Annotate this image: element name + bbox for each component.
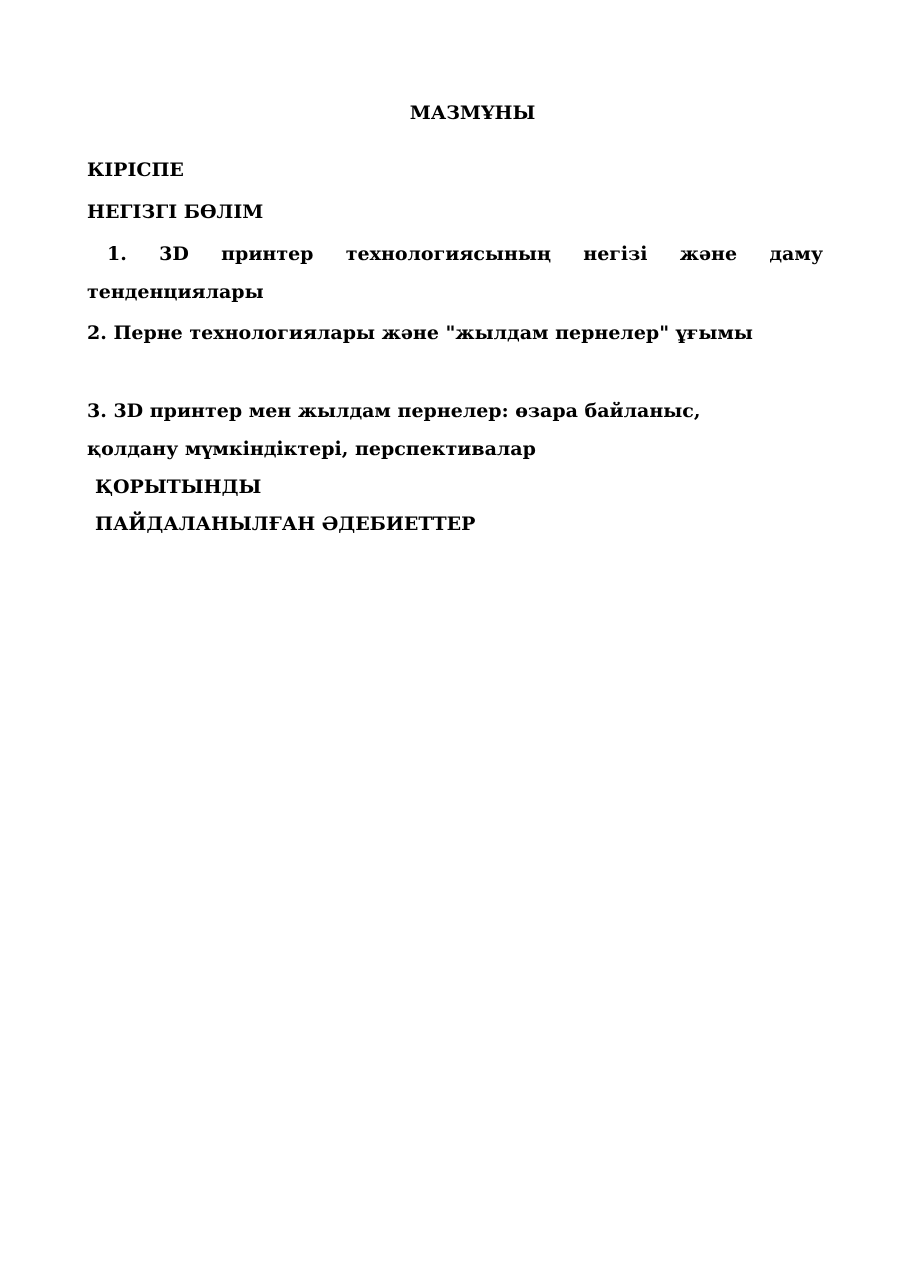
toc-entry-main-part: НЕГІЗГІ БӨЛІМ <box>87 201 264 223</box>
toc-entry-conclusion: ҚОРЫТЫНДЫ <box>95 476 262 498</box>
toc-entry-section-2: 2. Перне технологиялары және "жылдам пернелер" ұғымы <box>87 322 753 344</box>
toc-entry-section-1: 1. 3D принтер технологиясының негізі және даму тенденциялары <box>87 243 823 303</box>
toc-title: МАЗМҰНЫ <box>409 102 536 124</box>
toc-entry-references: ПАЙДАЛАНЫЛҒАН ӘДЕБИЕТТЕР <box>95 513 476 535</box>
toc-entry-introduction: КІРІСПЕ <box>87 159 184 181</box>
toc-entry-section-3: 3. 3D принтер мен жылдам пернелер: өзара байланыс, қолдану мүмкіндіктері, перспективалар <box>87 400 701 460</box>
